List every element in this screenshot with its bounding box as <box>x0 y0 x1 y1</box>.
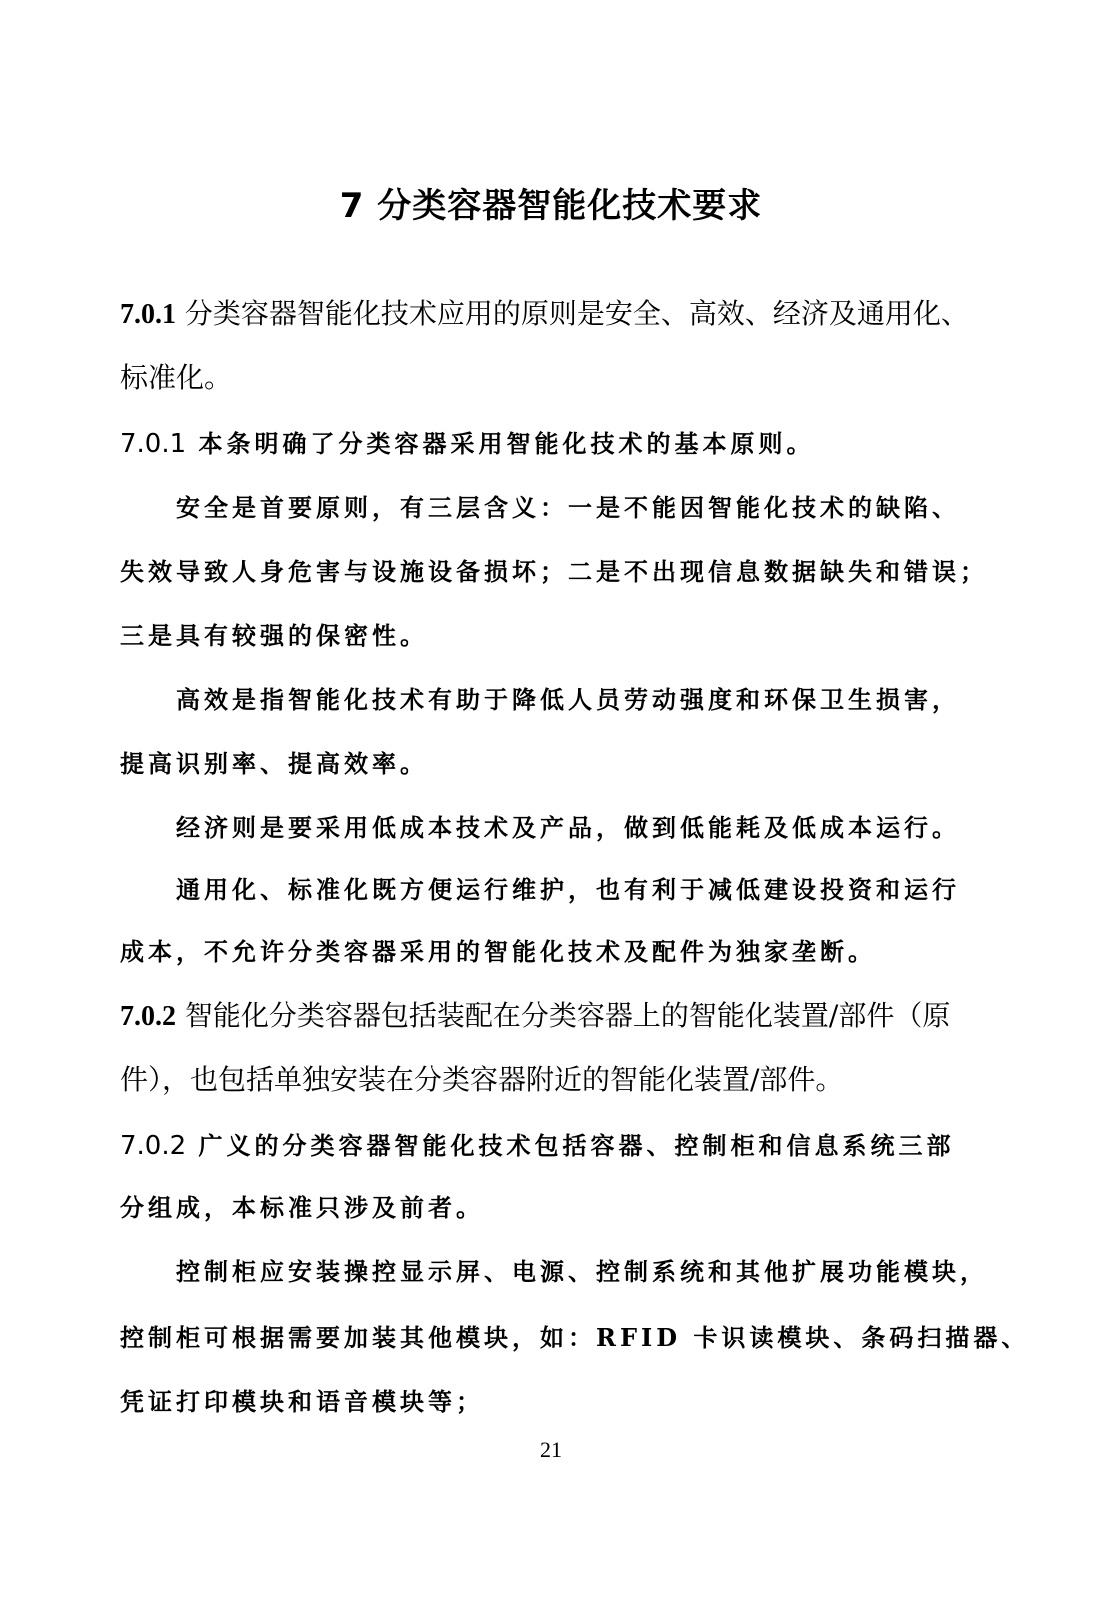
paragraph-line: 高效是指智能化技术有助于降低人员劳动强度和环保卫生损害， <box>176 685 960 714</box>
paragraph-line: 安全是首要原则，有三层含义：一是不能因智能化技术的缺陷、 <box>176 493 960 522</box>
explanation-text: 本条明确了分类容器采用智能化技术的基本原则。 <box>186 429 815 458</box>
page-number: 21 <box>540 1437 562 1462</box>
paragraph-line: 失效导致人身危害与设施设备损坏；二是不出现信息数据缺失和错误； <box>120 557 988 586</box>
explanation-text: 广义的分类容器智能化技术包括容器、控制柜和信息系统三部 <box>186 1131 955 1160</box>
paragraph-line: 提高识别率、提高效率。 <box>120 749 428 778</box>
paragraph-line: 经济则是要采用低成本技术及产品，做到低能耗及低成本运行。 <box>176 813 960 842</box>
explanation-number: 7.0.1 <box>120 429 187 459</box>
paragraph-line: 成本，不允许分类容器采用的智能化技术及配件为独家垄断。 <box>120 937 876 966</box>
paragraph-line: 通用化、标准化既方便运行维护，也有利于减低建设投资和运行 <box>176 875 960 904</box>
paragraph-line: 控制柜可根据需要加装其他模块，如：RFID 卡识读模块、条码扫描器、 <box>120 1323 1030 1352</box>
explanation-number: 7.0.2 <box>120 1131 187 1161</box>
section-title: 7 分类容器智能化技术要求 <box>339 186 763 226</box>
clause-text: 智能化分类容器包括装配在分类容器上的智能化装置/部件（原 <box>176 999 951 1032</box>
clause-7-0-1-continued: 标准化。 <box>120 361 233 394</box>
explanation-7-0-2 <box>120 1126 955 1161</box>
paragraph-line: 控制柜应安装操控显示屏、电源、控制系统和其他扩展功能模块， <box>176 1257 988 1286</box>
clause-number: 7.0.1 <box>120 299 176 330</box>
clause-7-0-1 <box>120 292 969 332</box>
paragraph-line: 凭证打印模块和语音模块等； <box>120 1387 484 1416</box>
clause-number: 7.0.2 <box>120 1001 176 1032</box>
clause-7-0-2 <box>120 994 950 1034</box>
paragraph-line: 三是具有较强的保密性。 <box>120 621 428 650</box>
paragraph-line: 分组成，本标准只涉及前者。 <box>120 1193 484 1222</box>
explanation-7-0-1 <box>120 424 815 459</box>
clause-text: 分类容器智能化技术应用的原则是安全、高效、经济及通用化、 <box>176 297 969 330</box>
clause-7-0-2-continued: 件），也包括单独安装在分类容器附近的智能化装置/部件。 <box>120 1063 844 1096</box>
